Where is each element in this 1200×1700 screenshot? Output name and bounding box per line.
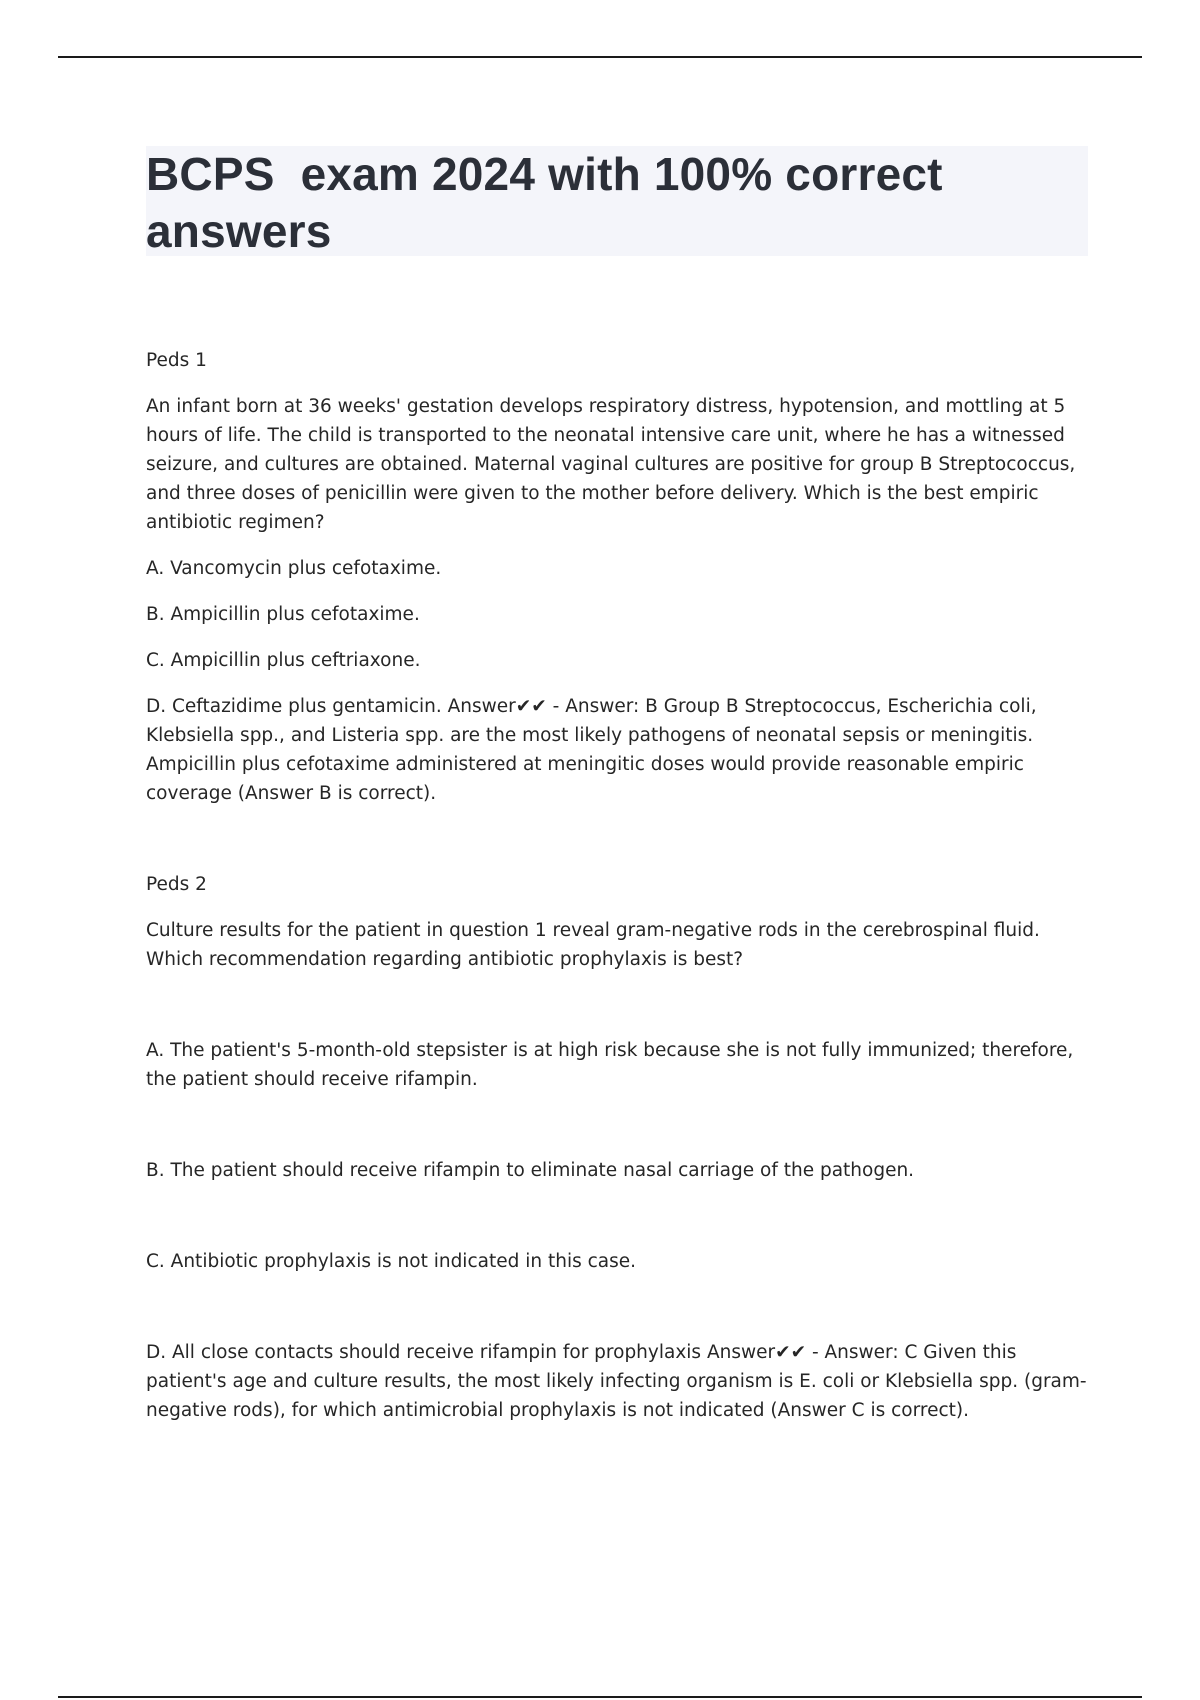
option-a: A. Vancomycin plus cefotaxime. [146,558,442,579]
option-b: B. Ampicillin plus cefotaxime. [146,604,420,625]
question-label: Peds 1 [146,350,207,371]
document-title: BCPS exam 2024 with 100% correct answers [146,148,956,257]
question-peds-2 [146,870,1088,1425]
option-d-with-answer: D. Ceftazidime plus gentamicin. Answer✔✔ - Answer: B Group B Streptococcus, Escherichia coli, Klebsiella spp., and Listeria spp. are the most likely pathogens of neonatal sepsis or meningitis. Ampicillin plus cefotaxime administered at meningitic doses would provide reasonable empiric coverage (Answer B is correct). [146,696,1037,804]
question-stem: Culture results for the patient in question 1 reveal gram-negative rods in the cerebrospinal fluid. Which recommendation regarding antibiotic prophylaxis is best? [146,920,1040,970]
document-body [146,346,1088,1425]
option-c: C. Antibiotic prophylaxis is not indicated in this case. [146,1251,637,1272]
option-c: C. Ampicillin plus ceftriaxone. [146,650,421,671]
title-box [146,146,1088,256]
bottom-rule [58,1696,1142,1698]
option-a: A. The patient's 5-month-old stepsister is at high risk because she is not fully immunized; therefore, the patient should receive rifampin. [146,1040,1074,1090]
question-label: Peds 2 [146,874,207,895]
option-d-with-answer: D. All close contacts should receive rifampin for prophylaxis Answer✔✔ - Answer: C Given this patient's age and culture results, the most likely infecting organism is E. coli or Klebsiella spp. (gram-negative rods), for which antimicrobial prophylaxis is not indicated (Answer C is correct). [146,1342,1087,1421]
option-b: B. The patient should receive rifampin to eliminate nasal carriage of the pathogen. [146,1160,915,1181]
question-stem: An infant born at 36 weeks' gestation develops respiratory distress, hypotension, and mottling at 5 hours of life. The child is transported to the neonatal intensive care unit, where he has a witnessed seizure, and cultures are obtained. Maternal vaginal cultures are positive for group B Streptococcus, and three doses of penicillin were given to the mother before delivery. Which is the best empiric antibiotic regimen? [146,396,1076,533]
top-rule [58,56,1142,58]
question-peds-1 [146,346,1088,808]
